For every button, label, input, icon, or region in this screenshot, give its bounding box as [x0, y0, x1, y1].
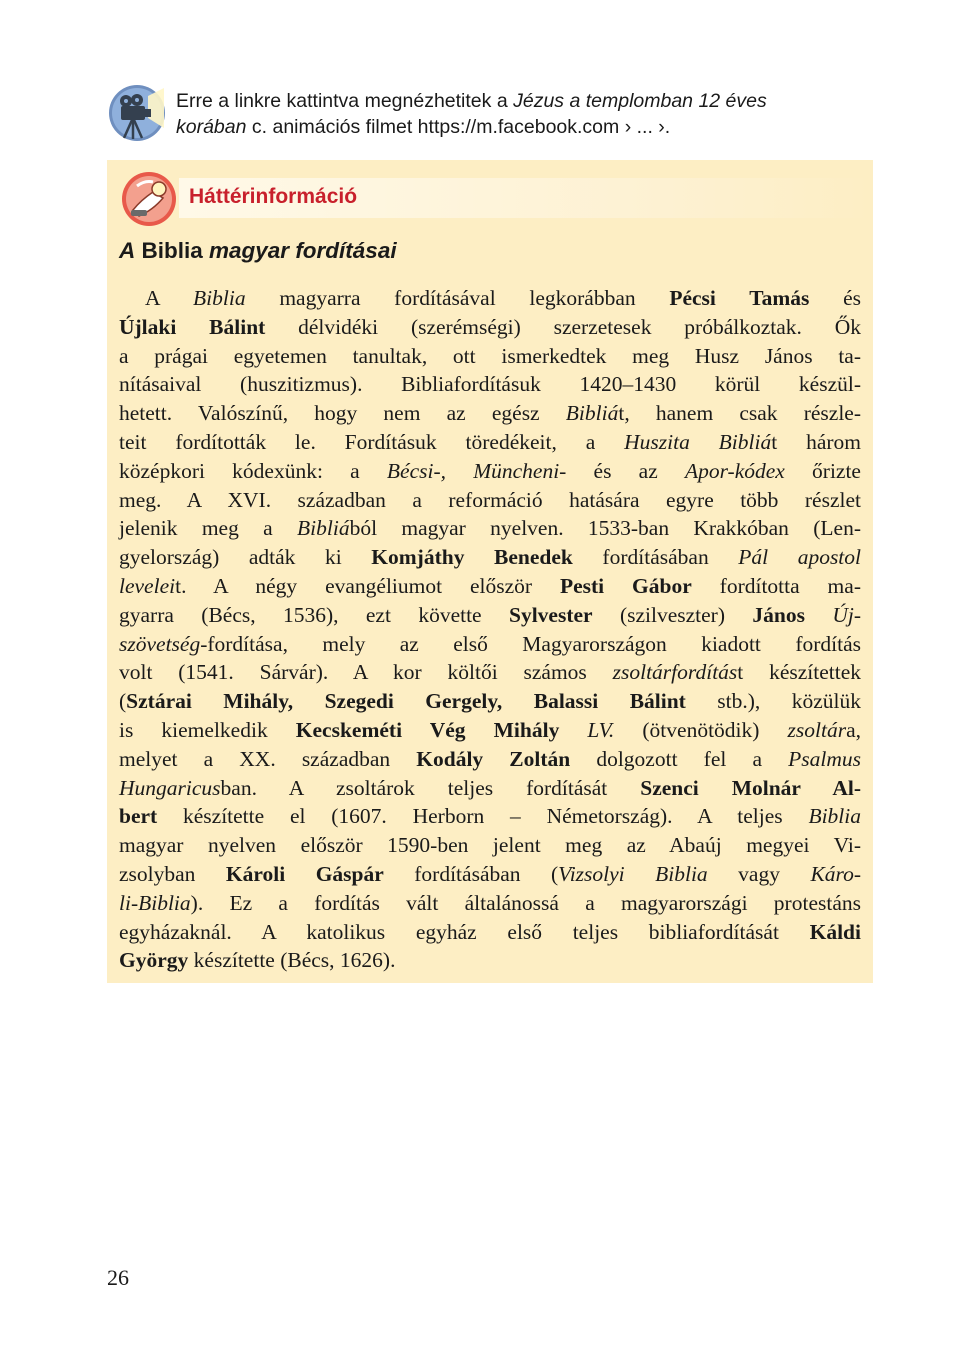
text-line [119, 658, 861, 687]
bold-name: bert [119, 804, 158, 829]
info-box-title: Háttérinformáció [189, 185, 358, 208]
bold-name: Sztárai Mihály, Szegedi Gergely, Balassi Bálint [126, 689, 686, 714]
italic-term: Pál apostol [738, 545, 862, 570]
section-title: A Biblia magyar fordításai [119, 238, 397, 263]
italic-term: zsoltárfordítás [612, 660, 738, 685]
bold-name: Káldi [809, 919, 861, 944]
text-segment: vagy [707, 861, 811, 886]
text-line [119, 313, 861, 342]
text-segment: ban. A zsoltárok teljes fordítását [220, 775, 641, 800]
text-line [119, 284, 861, 313]
text-segment: dolgozott fel a [570, 746, 789, 771]
italic-term: li-Biblia [119, 890, 191, 915]
text-segment: meg. A XVI. században a reformáció hatására egyre több részlet [119, 487, 861, 512]
text-segment: gyarra (Bécs, 1536), ezt követte [119, 602, 509, 627]
film-camera-icon [108, 84, 166, 142]
text-line [119, 716, 861, 745]
text-segment: t. A négy evangéliumot először [175, 573, 560, 598]
text-line [119, 687, 861, 716]
text-segment: -fordítása, mely az első Magyarországon kiadott fordítás [200, 631, 861, 656]
italic-term: Bibliá [297, 516, 350, 541]
text-segment: volt (1541. Sárvár). A kor költői számos [119, 660, 613, 685]
text-line [119, 370, 861, 399]
text-line [119, 860, 861, 889]
text-line [119, 486, 861, 515]
italic-term: Bibliá [565, 401, 619, 426]
text-segment: A [145, 286, 194, 310]
text-segment: készítette (Bécs, 1626). [188, 948, 396, 973]
bold-name: Komjáthy Benedek [371, 545, 573, 570]
bold-name: Kodály Zoltán [416, 746, 571, 771]
text-line [119, 543, 861, 572]
text-segment: (szilveszter) [592, 602, 753, 627]
text-segment [559, 718, 587, 742]
text-segment: stb.), közülük [685, 689, 861, 714]
video-link-note [106, 84, 874, 144]
text-line [119, 514, 861, 543]
text-line [119, 457, 861, 486]
text-segment: jelenik meg a [119, 516, 298, 541]
bold-name: Kecskeméti Vég Mihály [295, 717, 560, 742]
text-segment: ból magyar nyelven. 1533-ban Krakkóban (Len- [349, 516, 861, 541]
text-line [119, 572, 861, 601]
text-segment: a, [846, 717, 861, 742]
text-line [119, 889, 861, 918]
video-note-text: Erre a linkre kattintva megnézhetitek a Jézus a templomban 12 éves korában c. animációs filmet https://m.facebook.com › ... ›. [176, 90, 767, 138]
italic-term: szövetség [119, 631, 201, 656]
text-segment: melyet a XX. században [119, 746, 417, 771]
text-segment: ( [119, 689, 127, 714]
text-segment: zsolyban [119, 861, 226, 886]
bold-name: Pesti Gábor [559, 573, 692, 598]
text-segment: magyarra fordításával legkorábban [245, 286, 670, 310]
text-line [119, 399, 861, 428]
italic-term: LV. [587, 717, 615, 742]
italic-term: Biblia [193, 286, 246, 310]
bold-name: Újlaki Bálint [119, 314, 266, 339]
text-line [119, 428, 861, 457]
text-segment: egyházaknál. A katolikus egyház első teljes bibliafordítását [119, 919, 810, 944]
text-segment: fordításában ( [383, 861, 559, 886]
italic-term: Káro- [810, 861, 862, 886]
bold-name: Sylvester [508, 602, 593, 627]
text-segment: fordításában [572, 545, 739, 570]
text-segment: gyelország) adták ki [119, 545, 372, 570]
text-segment: a prágai egyetemen tanultak, ott ismerkedtek meg Husz János ta- [119, 343, 861, 368]
bold-name: János [752, 602, 805, 627]
text-line [119, 774, 861, 803]
text-line [119, 745, 861, 774]
text-segment: fordította ma- [691, 573, 861, 598]
text-segment: nításaival (huszitizmus). Bibliafordításuk 1420–1430 körül készül- [119, 372, 861, 397]
text-segment: és az [566, 458, 685, 483]
italic-term: Bécsi-, Müncheni- [386, 458, 567, 483]
text-segment: t készítettek [737, 660, 862, 685]
bold-name: Pécsi Tamás [669, 286, 810, 310]
text-segment: délvidéki (szerémségi) szerzetesek próbálkoztak. Ők [265, 314, 861, 339]
italic-term: Huszita Bibliá [624, 429, 772, 454]
italic-term: Psalmus [788, 746, 861, 771]
text-segment: t három [771, 429, 861, 454]
italic-term: Hungaricus [119, 775, 221, 800]
background-info-box [107, 160, 873, 983]
text-segment: hetett. Valószínű, hogy nem az egész [119, 401, 566, 426]
text-segment: is kiemelkedik [119, 717, 296, 742]
info-header-bar [179, 178, 873, 218]
text-line [119, 802, 861, 831]
italic-term: Biblia [808, 804, 861, 829]
text-line [119, 630, 861, 659]
italic-term: levelei [119, 573, 176, 598]
text-line [119, 601, 861, 630]
page-number: 26 [107, 1265, 129, 1290]
text-segment: és [809, 286, 861, 310]
text-segment: ). Ez a fordítás vált általánossá a magyarországi protestáns [190, 890, 861, 915]
text-line [119, 946, 861, 975]
italic-term: zsoltár [787, 717, 847, 742]
facebook-link[interactable]: c. animációs filmet https://m.facebook.com › ... ›. [246, 116, 671, 138]
bold-name: Szenci Molnár Al- [640, 775, 861, 800]
italic-term: Vizsolyi Biblia [558, 861, 708, 886]
text-segment: magyar nyelven először 1590-ben jelent meg az Abaúj megyei Vi- [119, 833, 861, 858]
text-segment: készítette el (1607. Herborn – Németország). A teljes [157, 804, 809, 829]
text-segment [805, 603, 832, 627]
italic-term: Új- [832, 602, 862, 627]
body-paragraph [119, 284, 861, 975]
text-line [119, 918, 861, 947]
info-lamp-icon [119, 170, 179, 228]
text-segment: t, hanem csak részle- [618, 401, 861, 426]
bold-name: Károli Gáspár [225, 861, 384, 886]
italic-term: Apor-kódex [684, 458, 785, 483]
text-segment: őrizte [784, 458, 861, 483]
text-segment: (ötvenötödik) [614, 717, 788, 742]
bold-name: György [119, 948, 189, 973]
text-line [119, 831, 861, 860]
text-segment: középkori kódexünk: a [119, 458, 387, 483]
text-line [119, 342, 861, 371]
text-segment: teit fordították le. Fordításuk töredékeit, a [119, 429, 625, 454]
